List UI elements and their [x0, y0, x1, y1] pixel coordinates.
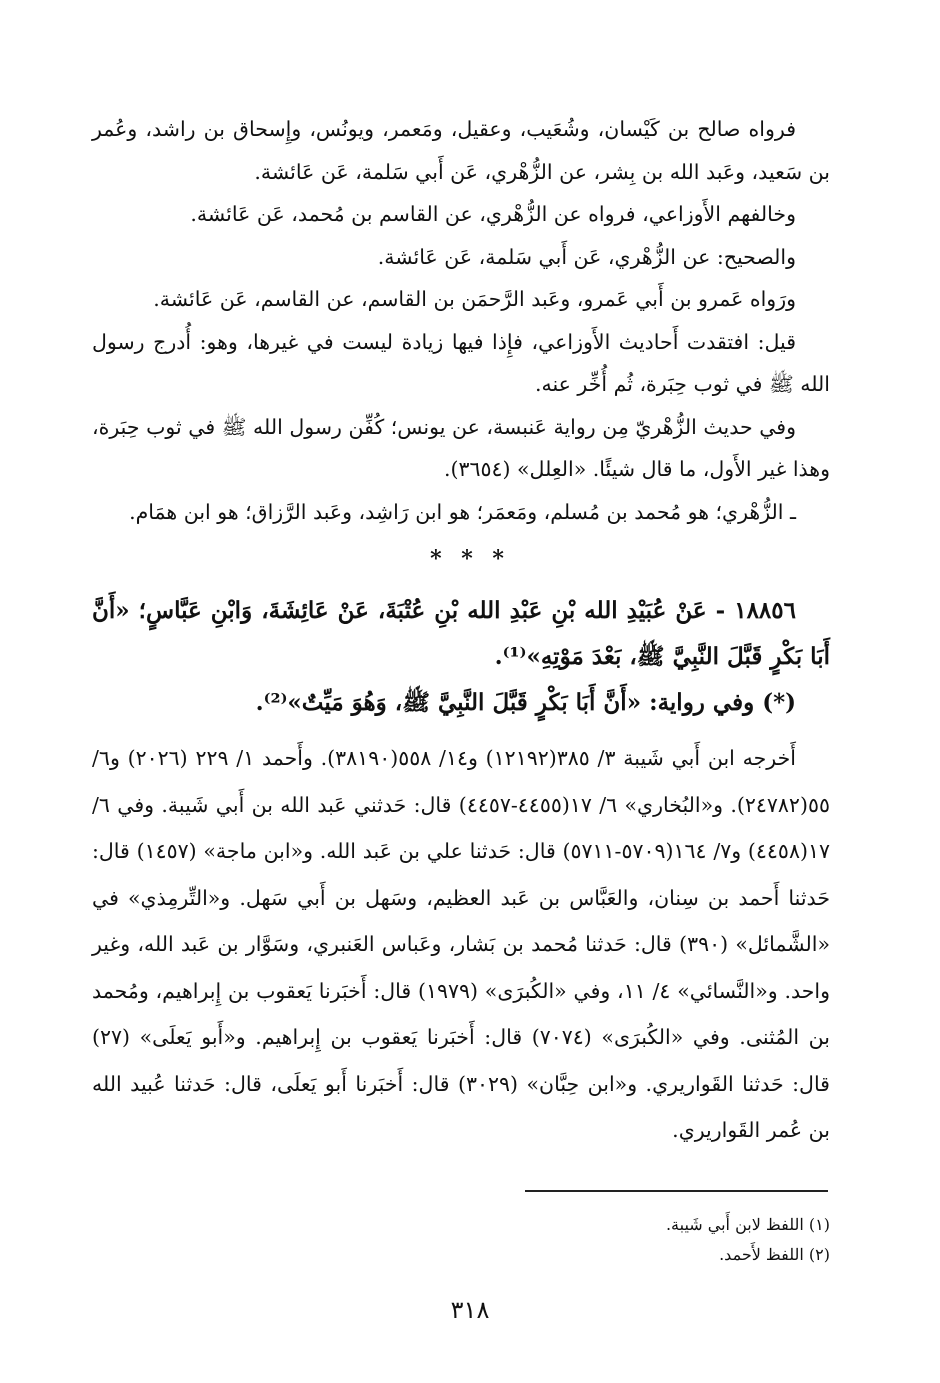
paragraph-awzai-addition: قيل: افتقدت أَحاديث الأَوزاعي، فإِذا فيها زيادة ليست في غيرها، وهو: أُدرج رسول الله ﷺ في ثوب حِبَرة، ثُم أُخِّر عنه.: [92, 329, 830, 396]
footnote-2: (٢) اللفظ لأَحمد.: [719, 1245, 830, 1264]
footnote-1: (١) اللفظ لابن أَبي شَيبة.: [665, 1215, 830, 1234]
paragraph-amr-chain: ورَواه عَمرو بن أَبي عَمرو، وعَبد الرَّحمَن بن القاسم، عن القاسم، عَن عَائشة.: [153, 287, 796, 311]
takhrij-section: [92, 735, 830, 1154]
page-number: ٣١٨: [450, 1296, 490, 1324]
hadith-main: ١٨٨٥٦ - عَنْ عُبَيْدِ الله بْنِ عَبْدِ الله بْنِ عُتْبَةَ، عَنْ عَائِشَةَ، وَابْنِ عَبَّاسٍ؛ «أَنَّ أَبَا بَكْرٍ قَبَّلَ النَّبِيَّ ﷺ، بَعْدَ مَوْتِهِ»⁽¹⁾.: [92, 597, 830, 670]
takhrij-paragraph: أَخرجه ابن أَبي شَيبة ٣/ ٣٨٥(١٢١٩٢) و١٤/ ٥٥٨(٣٨١٩٠). وأَحمد ١/ ٢٢٩ (٢٠٢٦) و٦/ ٥٥(٢٤٧٨٢). و«البُخاري» ٦/ ١٧(٤٤٥٥-٤٤٥٧) قال: حَدثني عَبد الله بن أَبي شَيبة. وفي ٦/ ١٧(٤٤٥٨) و٧/ ١٦٤(٥٧٠٩-٥٧١١) قال: حَدثنا علي بن عَبد الله. و«ابن ماجة» (١٤٥٧) قال: حَدثنا أَحمد بن سِنان، والعَبَّاس بن عَبد العظيم، وسَهل بن أَبي سَهل. و«التِّرمِذي» في «الشَّمائل» (٣٩٠) قال: حَدثنا مُحمد بن بَشار، وعَباس العَنبري، وسَوَّار بن عَبد الله، وغير واحد. و«النَّسائي» ٤/ ١١، وفي «الكُبرَى» (١٩٧٩) قال: أَخبَرنا يَعقوب بن إِبراهيم، ومُحمد بن المُثنى. وفي «الكُبرَى» (٧٠٧٤) قال: أَخبَرنا يَعقوب بن إِبراهيم. و«أَبو يَعلَى» (٢٧) قال: حَدثنا القَواريري. و«ابن حِبَّان» (٣٠٢٩) قال: أَخبَرنا أَبو يَعلَى، قال: حَدثنا عُبيد الله بن عُمر القَواريري.: [92, 746, 830, 1142]
paragraph-narrator-identities: ـ الزُّهْري؛ هو مُحمد بن مُسلم، ومَعمَر؛ هو ابن رَاشِد، وعَبد الرَّزاق؛ هو ابن همَام.: [129, 499, 796, 524]
paragraph-narrators: فرواه صالح بن كَيْسان، وشُعَيب، وعقيل، ومَعمر، ويونُس، وإِسحاق بن راشد، وعُمر بن سَعيد، وعَبد الله بن بِشر، عن الزُّهْري، عَن أَبي سَلمة، عَن عَائشة.: [92, 117, 830, 184]
section-separator: * * *: [430, 546, 510, 572]
footnotes: [92, 1210, 830, 1270]
footnote-divider: [525, 1190, 828, 1192]
commentary-section: [92, 108, 830, 533]
paragraph-awzai-dissent: وخالفهم الأَوزاعي، فرواه عن الزُّهْري، عن القاسم بن مُحمد، عَن عَائشة.: [190, 202, 796, 226]
paragraph-correct-chain: والصحيح: عن الزُّهْري، عَن أَبي سَلمة، عَن عَائشة.: [377, 244, 796, 269]
hadith-text: [92, 588, 830, 726]
hadith-variant: (*) وفي رواية: «أَنَّ أَبَا بَكْرٍ قَبَّلَ النَّبِيَّ ﷺ، وَهُوَ مَيِّتٌ»⁽²⁾.: [255, 689, 796, 716]
paragraph-anbasa-narration: وفي حديث الزُّهْريّ مِن رواية عَنبسة، عن يونس؛ كُفِّن رسول الله ﷺ في ثوب حِبَرة، وهذا غير الأَول، ما قال شيئًا. «العِلل» (٣٦٥٤).: [92, 414, 830, 481]
